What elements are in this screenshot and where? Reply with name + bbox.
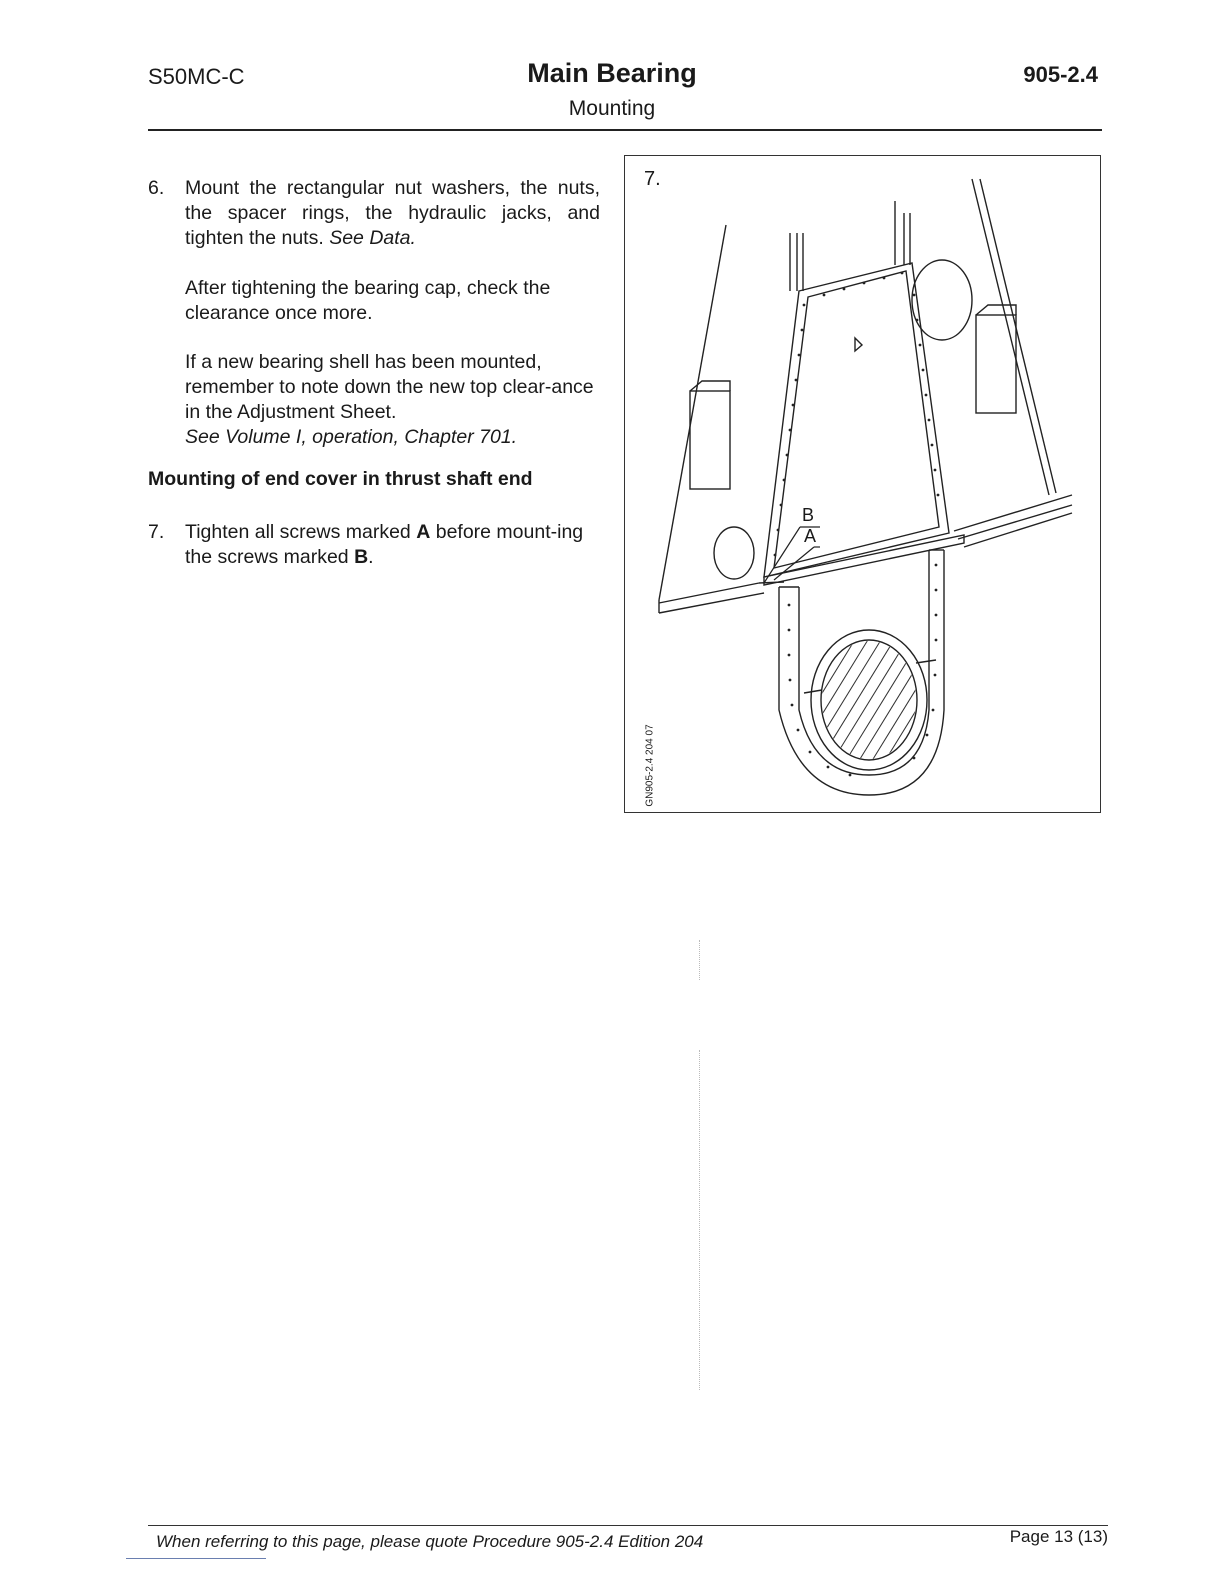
scan-artifact [699,1050,700,1390]
paragraph-clearance: After tightening the bearing cap, check the clearance once more. [185,277,551,324]
engine-model: S50MC-C [148,64,245,89]
step-6-text: Mount the rectangular nut washers, the nuts, the spacer rings, the hydraulic jacks, and tighten the nuts. [185,177,600,249]
label-b: B [802,505,815,525]
step-6 [148,176,600,251]
footer-mark [126,1558,266,1559]
step-7 [148,520,600,570]
paragraph-new-shell [185,350,600,450]
step-7-a: A [416,521,431,543]
procedure-code: 905-2.4 [1023,62,1098,87]
step-6-ref: See Data. [329,227,416,249]
step-6-number: 6. [148,177,165,199]
step-7-b: B [354,546,369,568]
bearing-end-cover-diagram [624,155,1101,813]
scan-artifact [699,940,700,980]
paragraph-new-shell-ref: See Volume I, operation, Chapter 701. [185,426,518,448]
step-7-mid: before mount-ing the screws marked [185,521,584,568]
page-title: Main Bearing [527,58,697,88]
step-7-number: 7. [148,521,165,543]
header-rule [148,129,1102,131]
step-7-end: . [368,546,374,568]
page-number: Page 13 (13) [1009,1527,1108,1546]
page-subtitle: Mounting [568,97,656,120]
figure-code: GN905-2.4 204 07 [644,724,656,807]
label-a: A [804,526,817,546]
section-heading: Mounting of end cover in thrust shaft end [148,468,533,490]
figure-number: 7. [644,168,661,190]
footer-rule [148,1525,1108,1526]
footer-reference: When referring to this page, please quote Procedure 905-2.4 Edition 204 [156,1532,704,1551]
paragraph-new-shell-text: If a new bearing shell has been mounted, remember to note down the new top clear-ance in the Adjustment Sheet. [185,351,594,423]
step-7-pre: Tighten all screws marked [185,521,411,543]
